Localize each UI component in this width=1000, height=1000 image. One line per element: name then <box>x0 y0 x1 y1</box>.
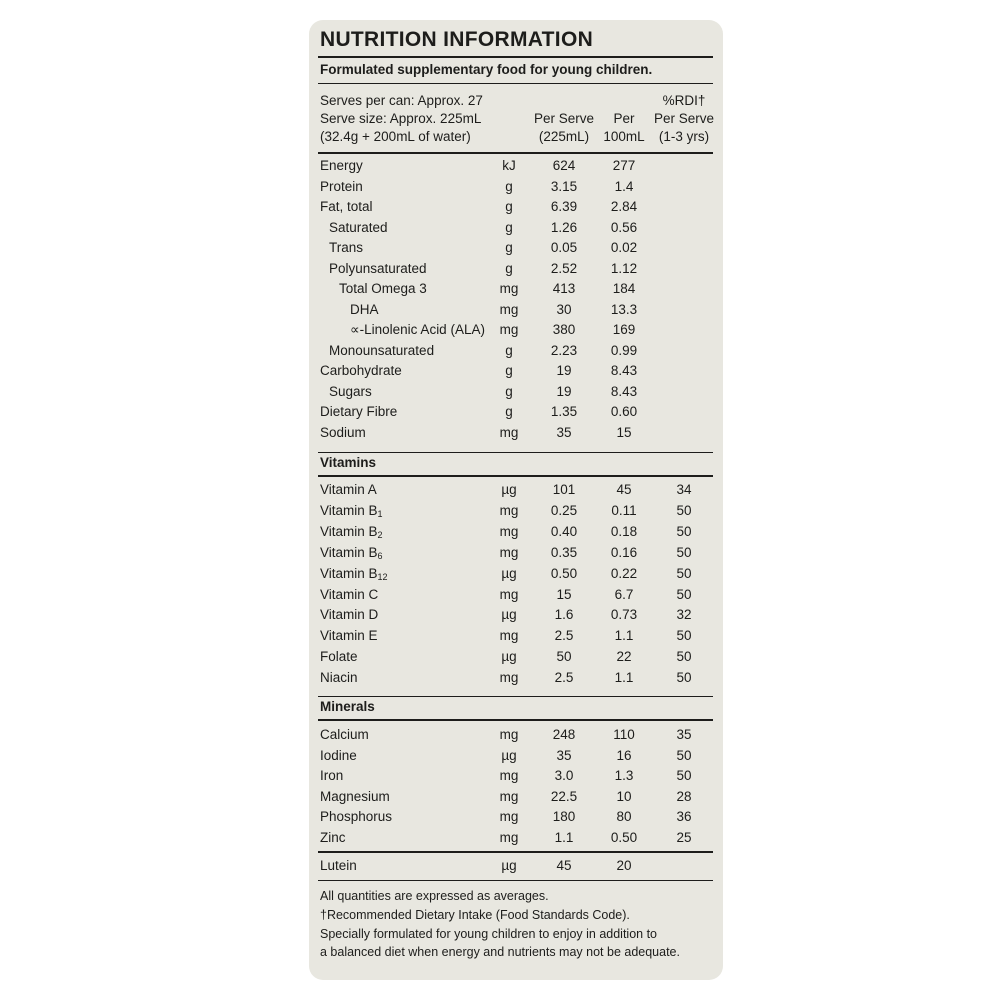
row-name <box>320 807 392 827</box>
row-per-100ml: 0.50 <box>610 829 638 845</box>
table-row <box>309 341 723 361</box>
row-per-100ml: 15 <box>616 424 632 440</box>
row-unit: mg <box>499 809 519 824</box>
row-per-100ml: 13.3 <box>610 301 638 317</box>
row-name-text: Sugars <box>329 383 372 399</box>
table-row <box>309 522 723 542</box>
row-per-serve: 30 <box>556 301 572 317</box>
row-rdi: 50 <box>676 502 692 518</box>
row-per-serve: 1.6 <box>554 607 574 623</box>
row-unit: µg <box>501 482 517 497</box>
row-name-text: ∝-Linolenic Acid (ALA) <box>350 322 485 337</box>
row-per-100ml: 184 <box>612 281 636 296</box>
row-name <box>320 501 383 521</box>
panel-subtitle: Formulated supplementary food for young children. <box>320 62 653 77</box>
table-row <box>309 501 723 521</box>
lutein-rule <box>318 851 713 853</box>
row-per-serve: 0.50 <box>550 565 578 581</box>
row-unit: g <box>505 199 513 214</box>
row-name-text: Niacin <box>320 670 358 686</box>
row-per-100ml: 0.56 <box>610 219 638 235</box>
row-per-serve: 1.1 <box>554 829 574 845</box>
row-name <box>320 423 366 443</box>
row-name-text: Carbohydrate <box>320 363 402 378</box>
row-per-serve: 624 <box>552 158 576 173</box>
row-unit: mg <box>499 424 519 440</box>
row-unit: mg <box>499 768 519 783</box>
row-unit: g <box>505 404 513 419</box>
table-row <box>309 320 723 340</box>
row-per-serve: 3.0 <box>554 768 574 783</box>
row-per-100ml: 0.22 <box>610 565 638 581</box>
row-name-text: Dietary Fibre <box>320 404 398 419</box>
row-unit: mg <box>499 628 519 644</box>
pre-vitamins-rule <box>318 452 713 453</box>
row-unit: µg <box>501 607 517 623</box>
row-unit: g <box>505 178 513 194</box>
header-per-100-volume: 100mL <box>603 129 645 144</box>
row-per-100ml: 8.43 <box>610 383 638 399</box>
footnote-formulated-2: a balanced diet when energy and nutrients may not be adequate. <box>320 945 680 959</box>
table-row <box>309 766 723 786</box>
row-per-100ml: 1.1 <box>614 628 634 644</box>
table-row <box>309 480 723 500</box>
row-per-100ml: 0.73 <box>610 607 638 623</box>
table-row <box>309 787 723 807</box>
row-name-text: Zinc <box>320 829 346 845</box>
title-rule <box>318 56 713 58</box>
row-name-text: Calcium <box>320 727 369 742</box>
row-name-text: Vitamin D <box>320 607 379 623</box>
row-unit: mg <box>499 544 519 560</box>
row-name-text: Phosphorus <box>320 809 393 824</box>
table-row <box>309 361 723 381</box>
row-name <box>320 828 346 848</box>
row-per-serve: 1.35 <box>550 404 578 419</box>
row-per-100ml: 0.18 <box>610 523 638 539</box>
footnote-formulated-1: Specially formulated for young children to enjoy in addition to <box>320 927 658 941</box>
row-name-text: Polyunsaturated <box>329 260 427 276</box>
row-per-100ml: 80 <box>616 809 632 824</box>
row-per-serve: 2.23 <box>550 342 578 358</box>
table-row <box>309 279 723 299</box>
row-per-100ml: 277 <box>612 158 636 173</box>
row-name-text: Total Omega 3 <box>339 281 427 296</box>
table-row <box>309 828 723 848</box>
header-rdi: %RDI† <box>662 93 706 108</box>
row-unit: mg <box>499 670 519 686</box>
row-per-100ml: 10 <box>616 788 632 804</box>
table-row <box>309 605 723 625</box>
header-per-serve: Per Serve <box>533 111 595 126</box>
header-per-100: Per <box>613 111 635 126</box>
row-unit: mg <box>499 523 519 539</box>
row-name <box>320 361 402 381</box>
row-name-text: Vitamin A <box>320 482 377 497</box>
row-name <box>320 156 363 176</box>
row-unit: µg <box>501 649 517 665</box>
row-per-serve: 413 <box>552 281 576 296</box>
row-per-100ml: 169 <box>612 322 636 337</box>
row-rdi: 50 <box>676 649 692 665</box>
header-rdi-per-serve: Per Serve <box>654 111 715 126</box>
row-per-100ml: 0.02 <box>610 240 638 255</box>
row-name-subscript: 1 <box>377 508 383 519</box>
row-name <box>320 787 390 807</box>
row-unit: µg <box>501 858 517 873</box>
row-rdi: 35 <box>676 727 692 742</box>
vitamins-rule <box>318 475 713 477</box>
row-name-text: Vitamin C <box>320 586 379 602</box>
row-per-serve: 0.35 <box>550 544 578 560</box>
row-name-text: Protein <box>320 178 363 194</box>
minerals-heading: Minerals <box>320 699 375 714</box>
footnote-rdi: †Recommended Dietary Intake (Food Standards Code). <box>320 908 630 922</box>
row-per-100ml: 1.4 <box>614 178 634 194</box>
row-rdi: 50 <box>676 768 692 783</box>
row-rdi: 34 <box>676 482 692 497</box>
row-per-100ml: 0.11 <box>611 502 637 518</box>
table-row <box>309 725 723 745</box>
header-serves-per-can: Serves per can: Approx. 27 <box>320 93 483 108</box>
row-per-100ml: 110 <box>613 727 635 742</box>
row-rdi: 50 <box>676 586 692 602</box>
row-per-serve: 22.5 <box>550 788 578 804</box>
row-name <box>320 585 378 605</box>
row-unit: kJ <box>502 158 516 173</box>
row-name <box>350 300 379 320</box>
row-name-text: Energy <box>320 158 363 173</box>
header-per-serve-volume: (225mL) <box>538 129 590 144</box>
row-unit: g <box>505 363 513 378</box>
row-unit: mg <box>499 301 519 317</box>
table-row <box>309 177 723 197</box>
row-per-100ml: 16 <box>616 747 632 763</box>
row-name <box>329 238 363 258</box>
row-per-100ml: 0.16 <box>610 544 638 560</box>
row-unit: mg <box>499 829 519 845</box>
row-name-text: Sodium <box>320 424 366 440</box>
table-row <box>309 238 723 258</box>
row-name <box>329 341 434 361</box>
row-rdi: 50 <box>676 628 692 644</box>
minerals-rule <box>318 719 713 721</box>
row-unit: g <box>505 260 513 276</box>
table-row <box>309 564 723 584</box>
row-name <box>339 279 427 299</box>
row-name <box>320 564 388 584</box>
row-unit: mg <box>499 727 519 742</box>
row-per-serve: 248 <box>552 727 576 742</box>
row-name-text: Vitamin B <box>320 523 378 539</box>
row-name-subscript: 2 <box>377 529 383 540</box>
row-unit: g <box>505 219 513 235</box>
row-per-serve: 45 <box>556 858 572 873</box>
row-per-100ml: 45 <box>616 482 632 497</box>
row-rdi: 50 <box>676 523 692 539</box>
panel-title: NUTRITION INFORMATION <box>320 28 594 51</box>
row-per-100ml: 8.43 <box>610 363 638 378</box>
table-row <box>309 647 723 667</box>
row-unit: g <box>505 383 513 399</box>
row-rdi: 50 <box>676 747 692 763</box>
vitamins-heading: Vitamins <box>320 455 377 470</box>
row-per-serve: 35 <box>556 424 572 440</box>
row-per-serve: 2.5 <box>554 628 574 644</box>
footnote-averages: All quantities are expressed as averages. <box>320 889 549 903</box>
row-rdi: 50 <box>676 544 692 560</box>
row-name-text: Iron <box>320 768 344 783</box>
row-unit: g <box>505 342 513 358</box>
row-name <box>320 668 358 688</box>
table-row <box>309 197 723 217</box>
table-row <box>309 585 723 605</box>
row-rdi: 50 <box>676 670 692 686</box>
row-name <box>320 746 357 766</box>
row-name <box>320 197 373 217</box>
row-name <box>329 382 372 402</box>
row-name-text: Vitamin B <box>320 565 378 581</box>
row-per-serve: 380 <box>552 322 576 337</box>
row-per-serve: 0.40 <box>550 523 578 539</box>
row-per-100ml: 1.1 <box>614 670 634 686</box>
row-per-serve: 6.39 <box>550 199 578 214</box>
table-row <box>309 156 723 176</box>
nutrition-panel <box>309 20 723 980</box>
row-unit: g <box>505 240 513 255</box>
row-per-100ml: 0.60 <box>610 404 638 419</box>
row-name <box>350 320 485 340</box>
row-rdi: 28 <box>676 788 692 804</box>
row-name-text: Vitamin B <box>320 544 378 560</box>
lutein-row <box>309 856 723 876</box>
row-per-serve: 50 <box>556 649 572 665</box>
row-name <box>320 480 377 500</box>
table-row <box>309 218 723 238</box>
row-name-subscript: 12 <box>377 571 388 582</box>
header-serve-size: Serve size: Approx. 225mL <box>320 111 482 126</box>
row-unit: mg <box>499 281 519 296</box>
row-name-text: Fat, total <box>320 199 373 214</box>
header-rdi-age: (1-3 yrs) <box>658 129 710 144</box>
table-row <box>309 626 723 646</box>
row-per-serve: 19 <box>556 383 572 399</box>
row-unit: mg <box>499 586 519 602</box>
row-per-100ml: 20 <box>616 858 632 873</box>
table-row <box>309 746 723 766</box>
header-rule <box>318 152 713 154</box>
table-row <box>309 543 723 563</box>
row-name <box>320 766 343 786</box>
row-unit: mg <box>499 502 519 518</box>
row-unit: mg <box>499 788 519 804</box>
row-name-text: Monounsaturated <box>329 342 435 358</box>
row-name <box>320 725 369 745</box>
row-unit: µg <box>501 565 517 581</box>
row-per-serve: 3.15 <box>550 178 578 194</box>
table-row <box>309 668 723 688</box>
row-per-100ml: 2.84 <box>610 199 638 214</box>
table-row <box>309 423 723 443</box>
row-per-serve: 2.5 <box>554 670 574 686</box>
table-row <box>309 382 723 402</box>
row-per-100ml: 6.7 <box>614 586 634 602</box>
row-name-text: Trans <box>329 240 364 255</box>
row-per-100ml: 1.3 <box>614 768 634 783</box>
row-name <box>320 647 358 667</box>
row-per-serve: 0.25 <box>550 502 578 518</box>
row-per-serve: 180 <box>552 809 576 824</box>
row-per-100ml: 22 <box>616 649 632 665</box>
subtitle-rule <box>318 83 713 84</box>
row-per-serve: 19 <box>556 363 572 378</box>
table-row <box>309 402 723 422</box>
row-unit: µg <box>501 747 517 763</box>
row-rdi: 36 <box>676 809 692 824</box>
row-name-text: Folate <box>320 649 358 665</box>
row-name <box>329 259 427 279</box>
row-rdi: 32 <box>676 607 692 623</box>
row-name-text: Saturated <box>329 219 388 235</box>
row-name-text: Vitamin B <box>320 502 378 518</box>
row-per-100ml: 0.99 <box>610 342 638 358</box>
row-name-text: Vitamin E <box>320 628 378 644</box>
row-rdi: 50 <box>676 565 692 581</box>
row-name <box>320 626 378 646</box>
row-per-serve: 15 <box>556 586 572 602</box>
header-serve-detail: (32.4g + 200mL of water) <box>320 129 471 144</box>
row-name <box>329 218 388 238</box>
row-rdi: 25 <box>676 829 692 845</box>
table-row <box>309 300 723 320</box>
row-name <box>320 522 383 542</box>
row-unit: mg <box>499 322 519 337</box>
footer-rule <box>318 880 713 881</box>
row-name: Lutein <box>320 858 357 873</box>
pre-minerals-rule <box>318 696 713 697</box>
table-row <box>309 807 723 827</box>
row-name-subscript: 6 <box>377 550 383 561</box>
row-name <box>320 402 397 422</box>
row-name-text: Magnesium <box>320 788 390 804</box>
row-name <box>320 177 363 197</box>
row-per-serve: 0.05 <box>550 240 578 255</box>
row-per-serve: 2.52 <box>550 260 578 276</box>
row-name-text: DHA <box>350 301 379 317</box>
row-name <box>320 543 383 563</box>
row-name <box>320 605 378 625</box>
row-name-text: Iodine <box>320 747 357 763</box>
row-per-100ml: 1.12 <box>610 260 638 276</box>
row-per-serve: 1.26 <box>550 219 578 235</box>
row-per-serve: 35 <box>556 747 572 763</box>
table-row <box>309 259 723 279</box>
row-per-serve: 101 <box>552 482 576 497</box>
